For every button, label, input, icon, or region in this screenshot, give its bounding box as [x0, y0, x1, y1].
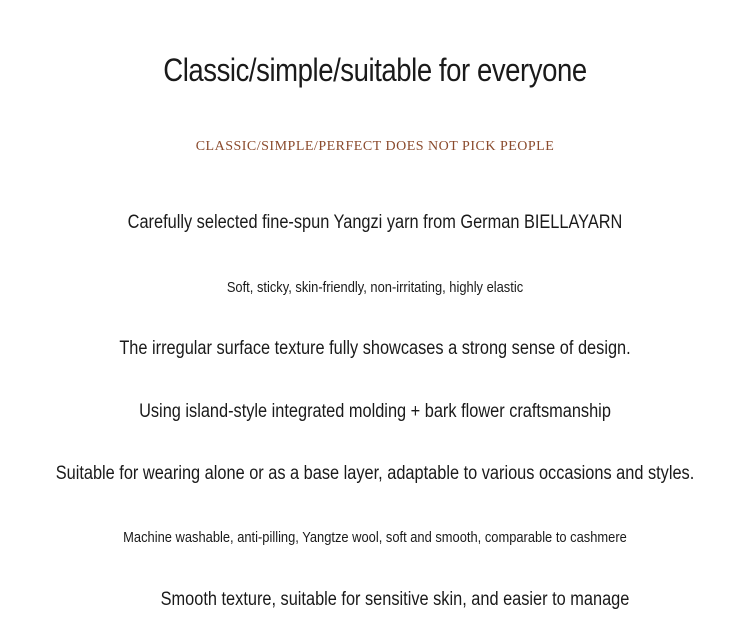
- feature-line-craftsmanship: Using island-style integrated molding + bark flower craftsmanship: [139, 401, 611, 422]
- feature-line-texture: The irregular surface texture fully showcases a strong sense of design.: [119, 338, 631, 359]
- page-title: Classic/simple/suitable for everyone: [163, 52, 587, 88]
- feature-line-yarn: Carefully selected fine-spun Yangzi yarn from German BIELLAYARN: [127, 212, 623, 233]
- feature-line-versatility: Suitable for wearing alone or as a base layer, adaptable to various occasions and styles.: [55, 463, 695, 484]
- feature-line-care: Machine washable, anti-pilling, Yangtze wool, soft and smooth, comparable to cashmere: [123, 529, 627, 546]
- feature-line-sensitive-skin: Smooth texture, suitable for sensitive skin, and easier to manage: [160, 589, 630, 610]
- page-subtitle: CLASSIC/SIMPLE/PERFECT DOES NOT PICK PEOPLE: [195, 139, 555, 154]
- feature-line-softness: Soft, sticky, skin-friendly, non-irritating, highly elastic: [226, 279, 524, 296]
